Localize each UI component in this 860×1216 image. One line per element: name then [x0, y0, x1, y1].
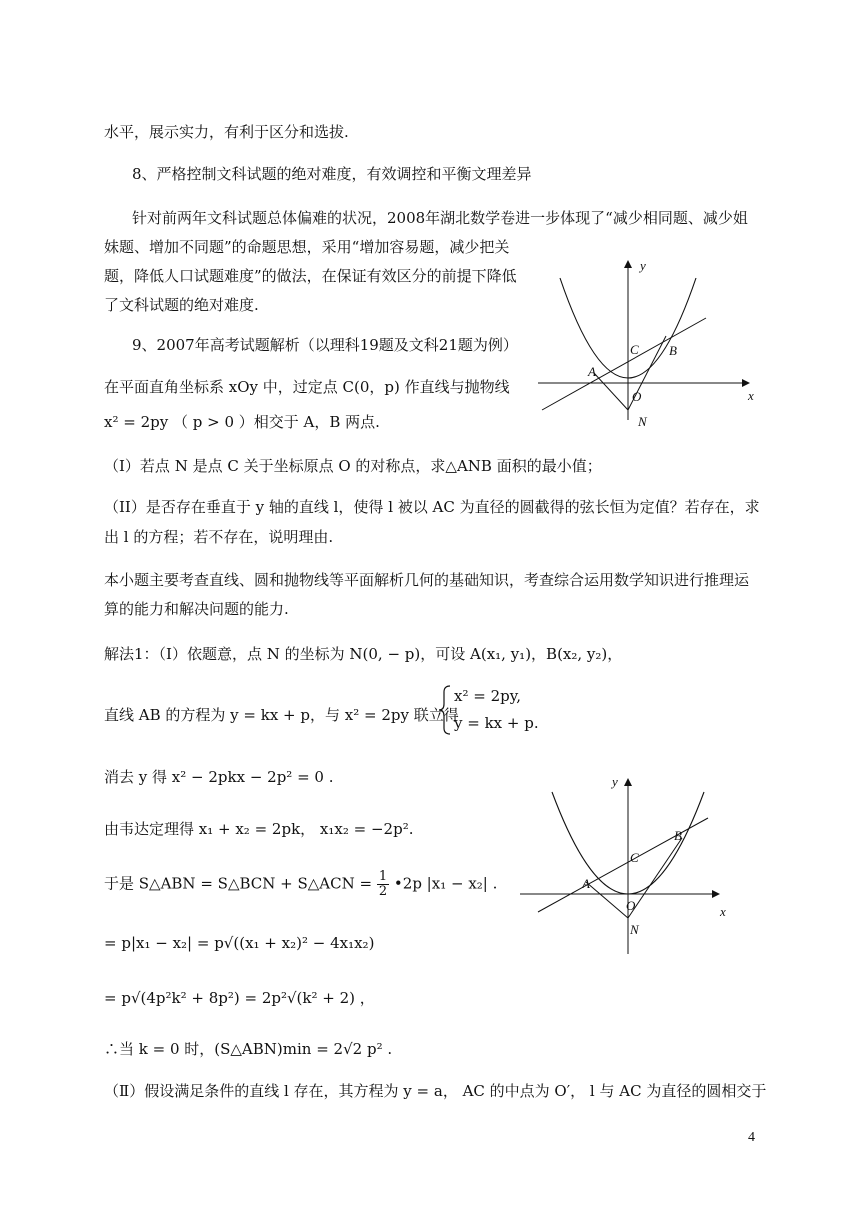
y-axis-arrow-icon [624, 260, 632, 268]
label-n: N [638, 414, 647, 429]
area-sum-tail: •2p |x₁ − x₂| . [393, 874, 498, 893]
question-2-line-1: （II）是否存在垂直于 y 轴的直线 l，使得 l 被以 AC 为直径的圆截得的弦长恒为定值？若存在，求 [104, 498, 760, 516]
brace-icon [438, 684, 452, 736]
text-line-3: 针对前两年文科试题总体偏难的状况，2008年湖北数学卷进一步体现了“减少相同题、减少姐 [132, 209, 748, 227]
problem-statement-2: x² = 2py （ p > 0 ）相交于 A，B 两点. [104, 413, 380, 431]
segment-an [594, 373, 628, 410]
fraction-numerator: 1 [378, 869, 388, 884]
label-b: B [669, 343, 677, 358]
line-ab [538, 818, 708, 912]
label-c: C [630, 850, 639, 865]
solution-line-9: （Ⅱ）假设满足条件的直线 l 存在，其方程为 y = a， AC 的中点为 O′， l 与 AC 为直径的圆相交于 [104, 1082, 767, 1100]
label-y: y [640, 258, 646, 273]
fraction-denominator: 2 [378, 884, 388, 899]
solution-line-7: = p√(4p²k² + 8p²) = 2p²√(k² + 2) ， [104, 989, 375, 1007]
solution-line-8: ∴当 k = 0 时，(S△ABN)min = 2√2 p² . [104, 1040, 393, 1058]
parabola-figure-1 [530, 248, 770, 438]
label-y: y [612, 774, 618, 789]
page-number: 4 [748, 1130, 755, 1145]
label-a: A [588, 364, 596, 379]
label-a: A [582, 876, 590, 891]
solution-line-5 [104, 870, 497, 899]
question-1: （I）若点 N 是点 C 关于坐标原点 O 的对称点，求△ANB 面积的最小值； [104, 457, 602, 475]
fraction-one-half [377, 870, 389, 899]
x-axis-arrow-icon [712, 890, 720, 898]
text-line-5: 题，降低人口试题难度”的做法，在保证有效区分的前提下降低 [104, 267, 517, 285]
section-8-heading: 8、严格控制文科试题的绝对难度，有效调控和平衡文理差异 [132, 165, 532, 183]
label-o: O [632, 389, 642, 404]
line-ab [542, 318, 706, 410]
label-x: x [720, 904, 726, 919]
system-equation-1: x² = 2py, [454, 687, 521, 705]
y-axis-arrow-icon [624, 778, 632, 786]
solution-line-6: = p|x₁ − x₂| = p√((x₁ + x₂)² − 4x₁x₂) [104, 934, 375, 952]
intro-line-1: 本小题主要考查直线、圆和抛物线等平面解析几何的基础知识，考查综合运用数学知识进行推理运 [104, 571, 750, 589]
section-9-heading: 9、2007年高考试题解析（以理科19题及文科21题为例） [132, 336, 518, 354]
solution-line-1: 解法1：（Ⅰ）依题意，点 N 的坐标为 N(0, − p)，可设 A(x₁, y₁)，B(x₂, y₂)， [104, 645, 623, 663]
label-n: N [630, 922, 639, 937]
system-equation-2: y = kx + p. [454, 714, 539, 732]
label-c: C [630, 342, 639, 357]
intro-line-2: 算的能力和解决问题的能力. [104, 600, 289, 618]
area-sum-expression: 于是 S△ABN = S△BCN + S△ACN = [104, 874, 373, 893]
parabola-figure-2 [512, 770, 742, 960]
problem-statement-1: 在平面直角坐标系 xOy 中，过定点 C(0，p) 作直线与抛物线 [104, 378, 510, 396]
x-axis-arrow-icon [742, 379, 750, 387]
label-o: O [626, 898, 636, 913]
solution-line-4: 由韦达定理得 x₁ + x₂ = 2pk， x₁x₂ = −2p². [104, 820, 414, 838]
text-line-4: 妹题、增加不同题”的命题思想，采用“增加容易题，减少把关 [104, 238, 510, 256]
text-line-6: 了文科试题的绝对难度. [104, 296, 259, 314]
solution-line-2: 直线 AB 的方程为 y = kx + p，与 x² = 2py 联立得 [104, 706, 459, 724]
label-x: x [748, 388, 754, 403]
text-line-1: 水平，展示实力，有利于区分和选拔. [104, 123, 349, 141]
label-b: B [674, 828, 682, 843]
question-2-line-2: 出 l 的方程；若不存在，说明理由. [104, 528, 334, 546]
segment-an [586, 882, 628, 918]
solution-line-3: 消去 y 得 x² − 2pkx − 2p² = 0 . [104, 768, 334, 786]
